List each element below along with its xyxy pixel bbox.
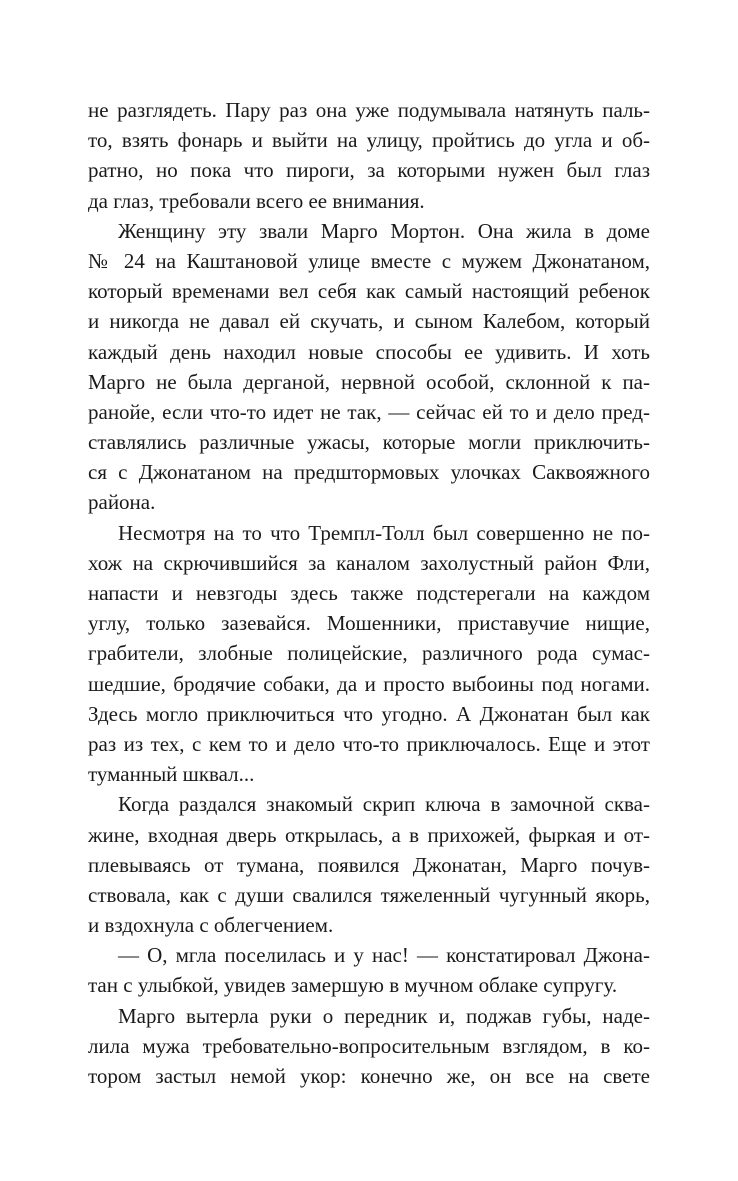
text-line: лила мужа требовательно-вопросительным взглядом, в ко- (88, 1033, 650, 1058)
text-line: не разглядеть. Пару раз она уже подумывала натянуть паль- (88, 98, 650, 122)
text-line: углу, только зазевайся. Мошенники, приставучие нищие, (88, 611, 650, 636)
text-line: Несмотря на то что Тремпл-Толл был совершенно не по- (118, 520, 650, 545)
text-line: ставлялись различные ужасы, которые могли приключить- (88, 430, 650, 455)
text-line: жине, входная дверь открылась, а в прихожей, фыркая и от- (88, 822, 650, 847)
text-line: плевываясь от тумана, появился Джонатан, Марго почув- (88, 852, 650, 877)
text-line: ранойе, если что-то идет не так, — сейчас ей то и дело пред- (88, 399, 650, 424)
text-line: напасти и невзгоды здесь также подстерегали на каждом (88, 581, 650, 605)
text-line: ствовала, как с души свалился тяжеленный чугунный якорь, (88, 882, 650, 907)
text-line: Марго вытерла руки о передник и, поджав губы, наде- (118, 1003, 650, 1028)
text-line: хож на скрючившийся за каналом захолустный район Фли, (88, 550, 650, 575)
text-line: тором застыл немой укор: конечно же, он все на свете (88, 1064, 650, 1088)
text-line: Здесь могло приключиться что угодно. А Джонатан был как (88, 701, 650, 726)
text-line: района. (88, 490, 156, 515)
text-line: который временами вел себя как самый настоящий ребенок (88, 279, 650, 304)
text-line: тан с улыбкой, увидев замершую в мучном облаке супругу. (88, 973, 618, 998)
text-line: и никогда не давал ей скучать, и сыном Калебом, который (88, 309, 650, 334)
text-line: № 24 на Каштановой улице вместе с мужем Джонатаном, (88, 248, 650, 273)
text-line: каждый день находил новые способы ее удивить. И хоть (88, 339, 650, 364)
text-line: раз из тех, с кем то и дело что-то приключалось. Еще и этот (88, 731, 650, 756)
text-line: и вздохнула с облегчением. (88, 913, 334, 938)
text-line: — О, мгла поселилась и у нас! — констатировал Джона- (118, 943, 650, 968)
text-line: грабители, злобные полицейские, различного рода сумас- (88, 641, 650, 666)
text-line: да глаз, требовали всего ее внимания. (88, 188, 425, 213)
page-text (88, 95, 650, 1091)
text-line: Когда раздался знакомый скрип ключа в замочной сква- (118, 792, 650, 817)
text-line: Марго не была дерганой, нервной особой, склонной к па- (88, 369, 650, 394)
text-line: шедшие, бродячие собаки, да и просто выбоины под ногами. (88, 671, 650, 696)
text-line: Женщину эту звали Марго Мортон. Она жила в доме (118, 218, 650, 243)
text-line: ся с Джонатаном на предштормовых улочках Саквояжного (88, 460, 650, 485)
text-line: туманный шквал... (88, 762, 255, 787)
text-line: ратно, но пока что пироги, за которыми нужен был глаз (88, 158, 650, 183)
text-line: то, взять фонарь и выйти на улицу, пройтись до угла и об- (88, 128, 650, 153)
